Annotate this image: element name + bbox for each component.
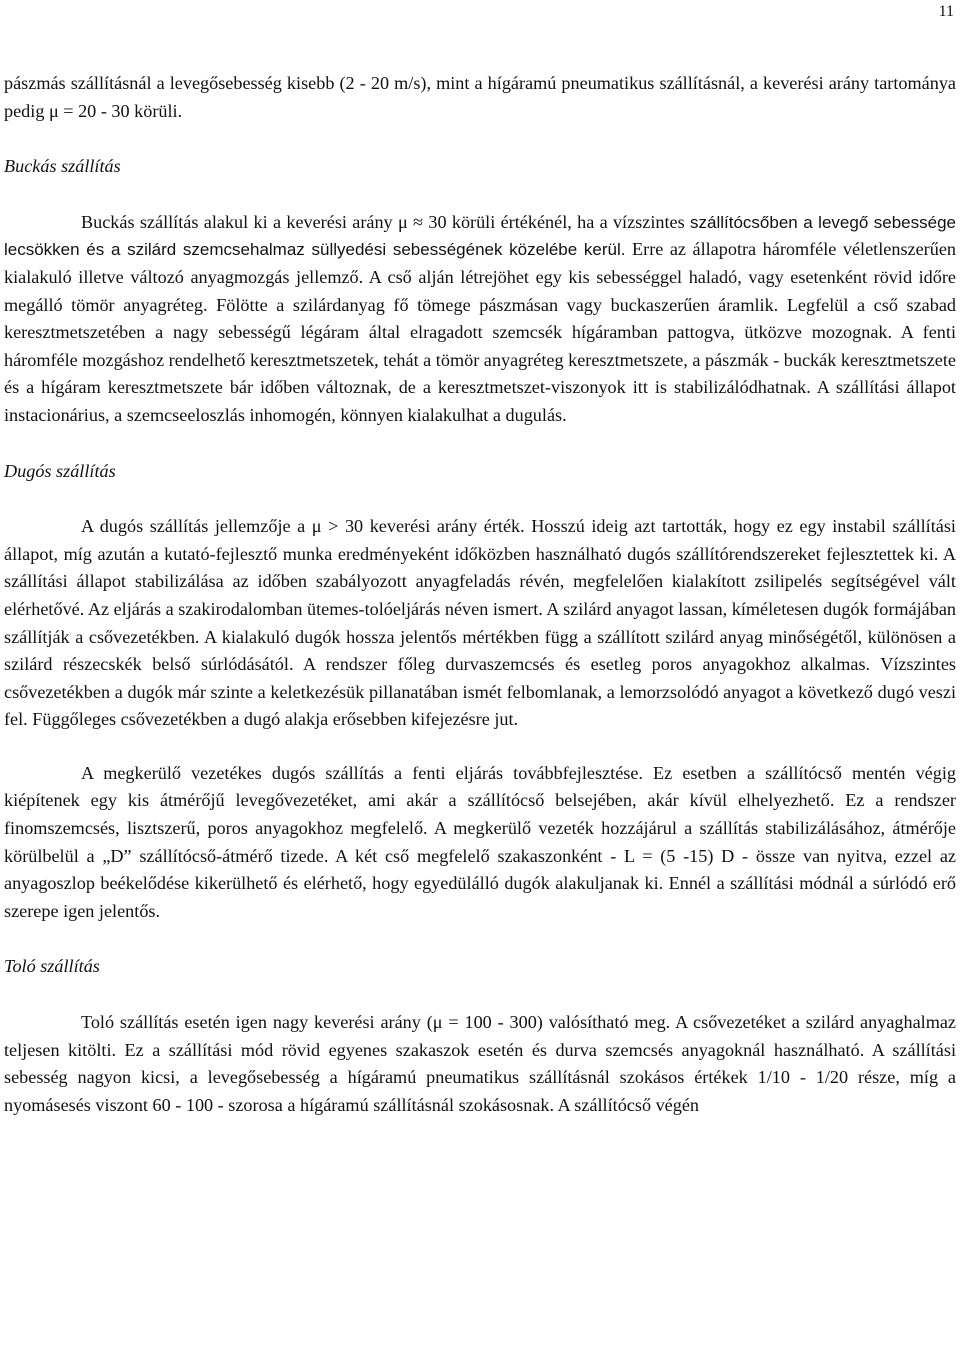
text-run: A megkerülő vezetékes dugós szállítás a fenti eljárás továbbfejlesztése. Ez esetben a szállítócső mentén végig kiépítenek egy kis átmérőjű levegővezetéket, ami akár a szállítócső belsejében, akár kívül elhelyezhető. Ez a rendszer finomszemcsés, lisztszerű, poros anyagokhoz megfelelő. A megkerülő vezeték hozzájárul a szállítás stabilizálásához, átmérője körülbelül a „D” szállítócső-átmérő tizede. A két cső megfelelő szakaszonként - L = (5 -15) D - össze van nyitva, ezzel az anyagoszlop beékelődése kikerülhető és elérhető, hogy egyedülálló dugók alakuljanak ki. Ennél a szállítási módnál a súrlódó erő szerepe igen jelentős.	[4, 762, 956, 921]
mu-symbol: μ	[432, 1012, 443, 1033]
mu-symbol: μ	[311, 516, 322, 537]
text-run: = 100 - 300) valósítható meg. A csővezetéket a szilárd anyaghalmaz teljesen kitölti. Ez a szállítási mód rövid egyenes szakaszok esetén és durva szemcsés anyagoknál használható. A szállítási sebesség nagyon kicsi, a levegősebesség a hígáramú pneumatikus szállításnál szokásos értékek 1/10 - 1/20 része, míg a nyomásesés viszont 60 - 100 - szorosa a hígáramú szállításnál szokásosnak. A szállítócső végén	[4, 1012, 956, 1115]
mu-symbol: μ	[397, 211, 408, 232]
text-run: = 20 - 30 körüli.	[58, 100, 183, 121]
paragraph-buckas	[4, 209, 956, 430]
paragraph-megkerulo	[4, 760, 956, 926]
paragraph-dugos	[4, 513, 956, 734]
paragraph-tolo	[4, 1009, 956, 1119]
section-heading-dugos: Dugós szállítás	[4, 460, 116, 481]
text-run: Erre az állapotra háromféle véletlenszerűen kialakuló illetve változó anyagmozgás jellemző. A cső alján létrejöhet egy kis sebességgel haladó, vagy esetenként rövid időre megálló tömör anyagréteg. Fölötte a szilárdanyag fő tömege pászmásan vagy buckaszerűen áramlik. Legfelül a cső szabad keresztmetszetében a nagy sebességű légáram által elragadott szemcsék hígáramban pattogva, ütközve mozognak. A fenti háromféle mozgáshoz rendelhető keresztmetszetek, tehát a tömör anyagréteg keresztmetszete, a pászmák - buckák keresztmetszete és a hígáram keresztmetszete bár időben változnak, de a keresztmetszet-viszonyok itt is stabilizálódhatnak. A szállítási állapot instacionárius, a szemcseeloszlás inhomogén, könnyen kialakulhat a dugulás.	[4, 239, 956, 425]
text-run: pászmás szállításnál a levegősebesség kisebb (2 - 20 m/s), mint a hígáramú pneumatikus szállításnál, a keverési arány tartománya pedig	[4, 73, 956, 121]
section-heading-tolo: Toló szállítás	[4, 956, 100, 977]
paragraph-continuation	[4, 70, 956, 125]
text-run: Toló szállítás esetén igen nagy keverési arány (	[81, 1012, 433, 1033]
text-run-sans: szállítócsőben a levegő sebessége lecsökken és a szilárd szemcsehalmaz süllyedési sebességének közelébe kerül.	[4, 212, 956, 260]
text-run: 30 körüli értékénél, ha a vízszintes	[428, 211, 691, 232]
text-run: A dugós szállítás jellemzője a	[81, 516, 312, 537]
text-run: Buckás szállítás alakul ki a keverési arány	[81, 211, 398, 232]
page-number: 11	[938, 3, 954, 20]
approx-symbol: ≈	[407, 211, 429, 232]
text-run: > 30 keverési arány érték. Hosszú ideig azt tartották, hogy ez egy instabil szállítási állapot, míg azután a kutató-fejlesztő munka eredményeként időközben használható dugós szállítórendszereket fejlesztettek ki. A szállítási állapot stabilizálása az időben szabályozott anyagfeladás révén, megfelelően kialakított zsilipelés segítségével vált elérhetővé. Az eljárás a szakirodalomban ütemes-tolóeljárás néven ismert. A szilárd anyagot lassan, kíméletesen dugók formájában szállítják a csővezetékben. A kialakuló dugók hossza jelentős mértékben függ a szállított szilárd anyag minőségétől, különösen a szilárd részecskék belső súrlódásától. A rendszer főleg durvaszemcsés és esetleg poros anyagokhoz alkalmas. Vízszintes csővezetékben a dugók már szinte a keletkezésük pillanatában ismét felbomlanak, a lemorzsolódó anyagot a következő dugó veszi fel. Függőleges csővezetékben a dugó alakja erősebben kifejezésre jut.	[4, 516, 956, 730]
document-body	[4, 70, 956, 1119]
mu-symbol: μ	[48, 100, 59, 121]
section-heading-buckas: Buckás szállítás	[4, 156, 121, 177]
